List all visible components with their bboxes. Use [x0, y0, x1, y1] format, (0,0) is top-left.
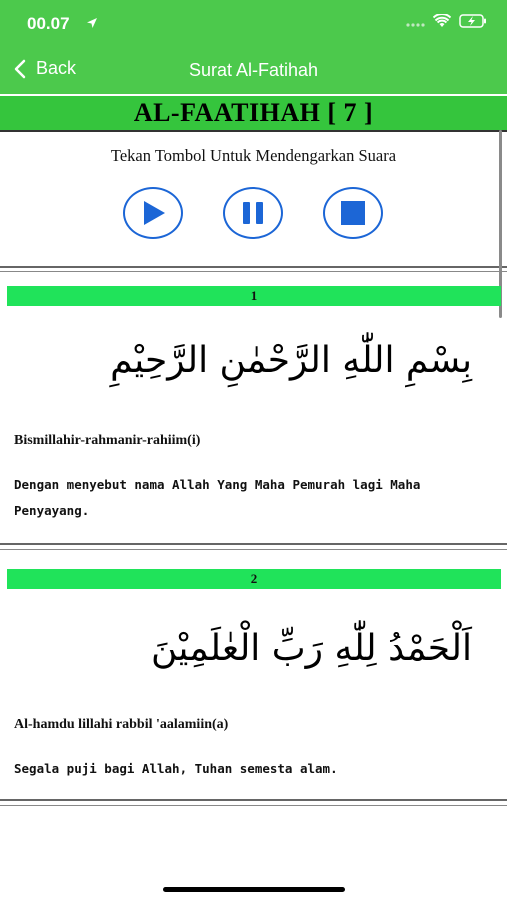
location-arrow-icon [86, 16, 98, 34]
ayah-number: 1 [7, 286, 501, 306]
status-icons [405, 14, 487, 33]
status-time: 00.07 [27, 14, 70, 33]
ayah-latin: Bismillahir-rahmanir-rahiim(i) [14, 433, 201, 448]
ayah-latin: Al-hamdu lillahi rabbil 'aalamiin(a) [14, 717, 229, 732]
home-indicator[interactable] [163, 887, 345, 892]
back-button[interactable] [14, 58, 76, 79]
surah-title-bar [0, 96, 507, 132]
pause-icon [240, 200, 266, 226]
back-label: Back [36, 58, 77, 78]
wifi-icon [433, 14, 451, 33]
divider [0, 799, 507, 801]
divider [0, 543, 507, 545]
play-icon [138, 198, 168, 228]
ayah-translation: Segala puji bagi Allah, Tuhan semesta alam. [14, 761, 338, 776]
ayah-number: 2 [7, 569, 501, 589]
divider [0, 549, 507, 550]
divider [0, 271, 507, 272]
surah-title: AL-FAATIHAH [ 7 ] [133, 98, 374, 127]
player-hint: Tekan Tombol Untuk Mendengarkan Suara [110, 146, 397, 165]
signal-icon [405, 15, 425, 33]
play-button[interactable] [123, 187, 183, 239]
chevron-left-icon [14, 59, 26, 79]
divider [0, 266, 507, 268]
ayah-arabic: اَلْحَمْدُ لِلّٰهِ رَبِّ الْعٰلَمِيْنَ [150, 628, 472, 669]
stop-button[interactable] [323, 187, 383, 239]
ayah-arabic: بِسْمِ اللّٰهِ الرَّحْمٰنِ الرَّحِيْمِ [110, 340, 472, 381]
page-title: Surat Al-Fatihah [188, 60, 319, 80]
ayah-translation: Dengan menyebut nama Allah Yang Maha Pemurah lagi Maha Penyayang. [14, 477, 421, 518]
stop-icon [340, 200, 366, 226]
divider [0, 805, 507, 806]
top-bar [0, 0, 507, 94]
battery-charging-icon [459, 14, 487, 33]
pause-button[interactable] [223, 187, 283, 239]
